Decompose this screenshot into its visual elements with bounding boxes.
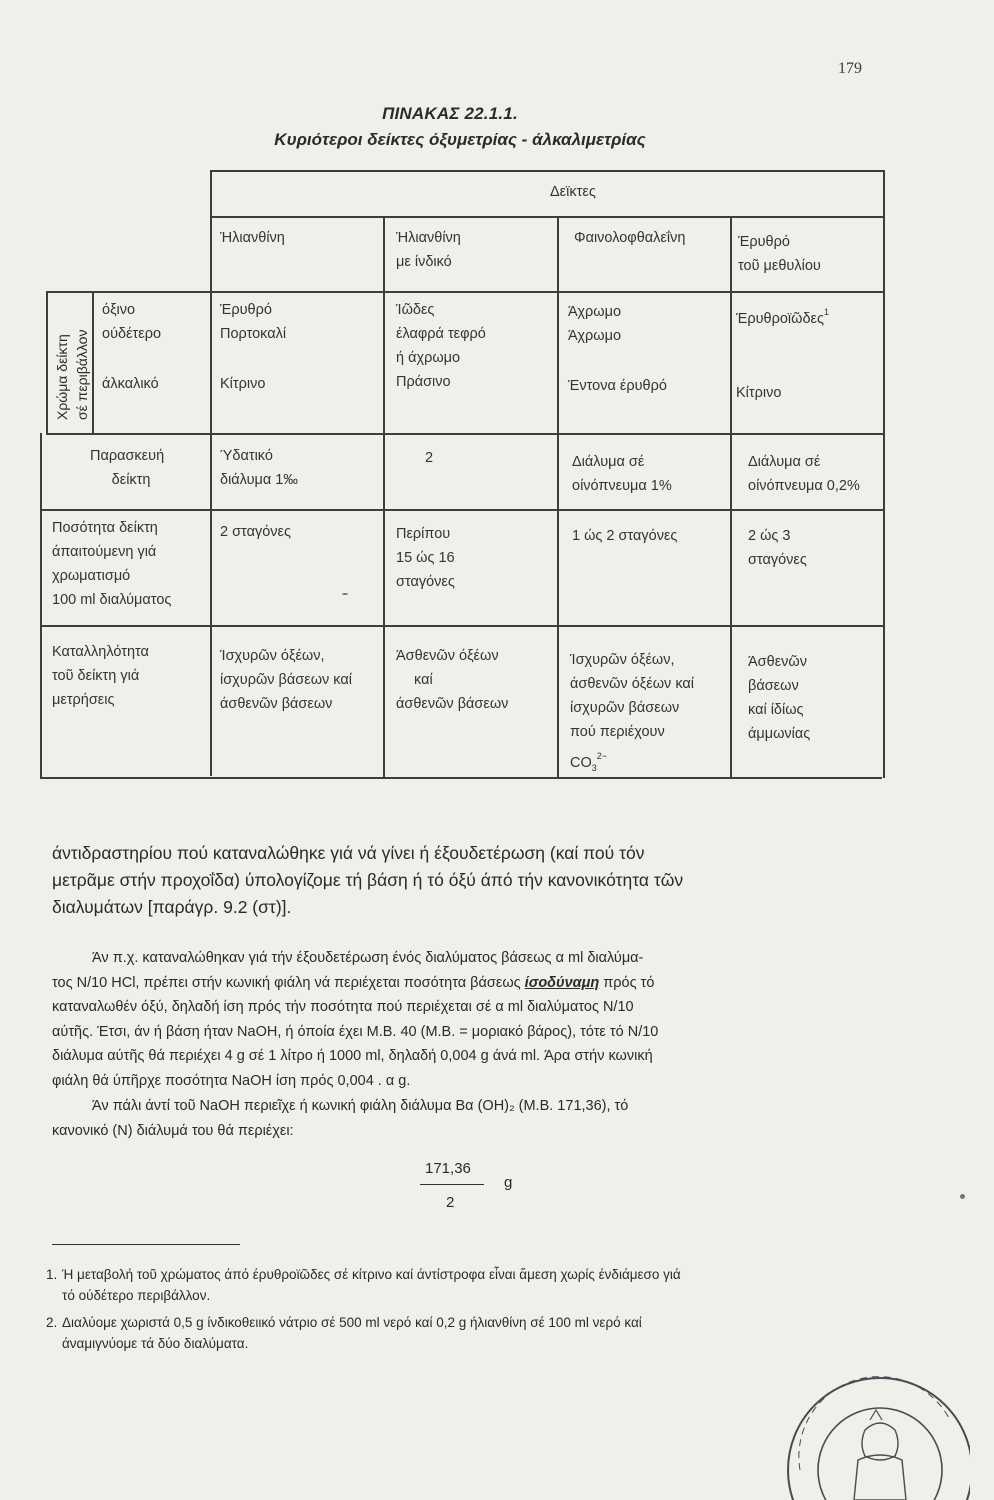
table-rule [730, 216, 732, 777]
color-cell-methyl-red: Έρυθροϊῶδες$^1$ Κίτρινο [736, 307, 830, 401]
table-rule [383, 216, 385, 777]
suitability-phenolphthalein: Ίσχυρῶν όξέων, άσθενῶν όξέων καί ίσχυρῶν βάσεων πού περιέχουν $CO_3^{2-}$ [570, 652, 695, 773]
row-group-label-line2: σέ περιβάλλον [74, 329, 90, 420]
library-stamp [770, 1360, 970, 1500]
prep-helianthine-indigo: 2 [425, 450, 434, 466]
body-paragraph-1: άντιδραστηρίου πού καταναλώθηκε γιά νά γίνει ή έξουδετέρωση (καί πού τόν μετρᾶμε στήν προχοΐδα) ύπολογίζομε τή βάση ή τό όξύ άπό τήν κανονικότητα τῶν διαλυμάτων [παράγρ. 9.2 (στ)]. [52, 843, 684, 917]
table-rule [46, 433, 884, 435]
table-rule [557, 216, 559, 777]
footnote-rule [52, 1244, 240, 1245]
column-header-helianthine: Ήλιανθίνη [220, 230, 285, 246]
color-cell-phenolphthalein: Άχρωμο Άχρωμο Έντονα έρυθρό [568, 304, 667, 394]
table-rule [40, 433, 42, 778]
fraction-expression [420, 1160, 540, 1220]
prep-label: Παρασκευή δείκτη [90, 448, 165, 488]
footnote-2: 2. Διαλύομε χωριστά 0,5 g ίνδικοθειικό νάτριο σέ 500 ml νερό καί 0,2 g ήλιανθίνη σέ 100 ml νερό καί άναμιγνύομε τά δύο διαλύματα. [46, 1315, 642, 1351]
prep-helianthine: Ύδατικό διάλυμα 1‰ [220, 448, 298, 488]
environment-labels: όξινο ούδέτερο άλκαλικό [102, 302, 162, 392]
suitability-helianthine: Ίσχυρῶν όξέων, ίσχυρῶν βάσεων καί άσθενῶν βάσεων [220, 648, 352, 712]
column-header-helianthine-indigo: Ήλιανθίνη με ίνδικό [396, 230, 461, 270]
fraction-denominator: 2 [446, 1194, 455, 1211]
row-group-label-line1: Χρώμα δείκτη [54, 334, 70, 420]
suitability-methyl-red: Άσθενῶν βάσεων καί ίδίως άμμωνίας [748, 654, 811, 742]
footnote-1: 1. Ή μεταβολή τοῦ χρώματος άπό έρυθροϊῶδες σέ κίτρινο καί άντίστροφα εἶναι ἄμεση χωρίς ένδιάμεσο γιά τό ούδέτερο περιβάλλον. [46, 1267, 681, 1303]
quantity-methyl-red: 2 ώς 3 σταγόνες [748, 528, 807, 568]
row-group-label [46, 292, 94, 422]
page-number: 179 [838, 60, 862, 77]
table-rule [40, 625, 884, 627]
prep-methyl-red: Διάλυμα σέ οίνόπνευμα 0,2% [748, 454, 860, 494]
scan-speck [960, 1194, 965, 1199]
emphasis-equivalent: ίσοδύναμη [524, 974, 600, 991]
fraction-numerator: 171,36 [425, 1160, 471, 1177]
scan-speck [342, 593, 348, 595]
table-rule [210, 216, 884, 218]
table-rule [210, 170, 212, 776]
quantity-phenolphthalein: 1 ώς 2 σταγόνες [572, 528, 678, 544]
table-subtitle: Κυριότεροι δείκτες όξυμετρίας - άλκαλιμετρίας [274, 130, 646, 149]
table-rule [40, 777, 882, 779]
table-rule [210, 170, 884, 172]
color-cell-helianthine: Έρυθρό Πορτοκαλί Κίτρινο [220, 302, 287, 392]
quantity-helianthine: 2 σταγόνες [220, 524, 291, 540]
group-header: Δεϊκτες [550, 184, 596, 200]
fraction-unit: g [504, 1174, 513, 1191]
suitability-helianthine-indigo: Άσθενῶν όξέων καί άσθενῶν βάσεων [396, 648, 509, 712]
body-paragraph-3: Άν πάλι άντί τοῦ NaOH περιεῖχε ή κωνική φιάλη διάλυμα Βα (OH)₂ (Μ.Β. 171,36), τό κανονικό (N) διάλυμά του θά περιέχει: [52, 1098, 629, 1139]
stamp-seal-icon [770, 1360, 970, 1500]
color-cell-helianthine-indigo: Ίῶδες έλαφρά τεφρό ή άχρωμο Πράσινο [396, 302, 486, 390]
quantity-label: Ποσότητα δείκτη άπαιτούμενη γιά χρωματισμό 100 ml διαλύματος [52, 520, 172, 608]
table-rule [46, 291, 884, 293]
column-header-methyl-red: Έρυθρό τοῦ μεθυλίου [738, 234, 821, 274]
column-header-phenolphthalein: Φαινολοφθαλεΐνη [574, 230, 686, 246]
table-rule [40, 509, 884, 511]
prep-phenolphthalein: Διάλυμα σέ οίνόπνευμα 1% [572, 454, 672, 494]
body-paragraph-2: Άν π.χ. καταναλώθηκαν γιά τήν έξουδετέρωση ένός διαλύματος βάσεως α ml διαλύμα- τος N/10 HCl, πρέπει στήν κωνική φιάλη νά περιέχεται ποσότητα βάσεως ίσοδύναμη πρός τό καταναλωθέν όξύ, δηλαδή ίση πρός τήν ποσότητα πού περιέχεται σέ α ml διαλύματος N/10 αύτῆς. Έτσι, άν ή βάση ήταν NaOH, ή όποία έχει Μ.Β. 40 (Μ.Β. = μοριακό βάρος), τότε τό N/10 διάλυμα αύτῆς θά περιέχει 4 g σέ 1 λίτρο ή 1000 ml, δηλαδή 0,004 g άνά ml. Άρα στήν κωνική φιάλη θά ύπῆρχε ποσότητα NaOH ίση πρός 0,004 . α g. [52, 950, 659, 1089]
suitability-label: Καταλληλότητα τοῦ δείκτη γιά μετρήσεις [52, 644, 149, 708]
fraction-bar [420, 1184, 484, 1185]
table-rule [883, 170, 885, 778]
quantity-helianthine-indigo: Περίπου 15 ώς 16 σταγόνες [396, 526, 455, 590]
table-title: ΠΙΝΑΚΑΣ 22.1.1. [382, 104, 518, 123]
